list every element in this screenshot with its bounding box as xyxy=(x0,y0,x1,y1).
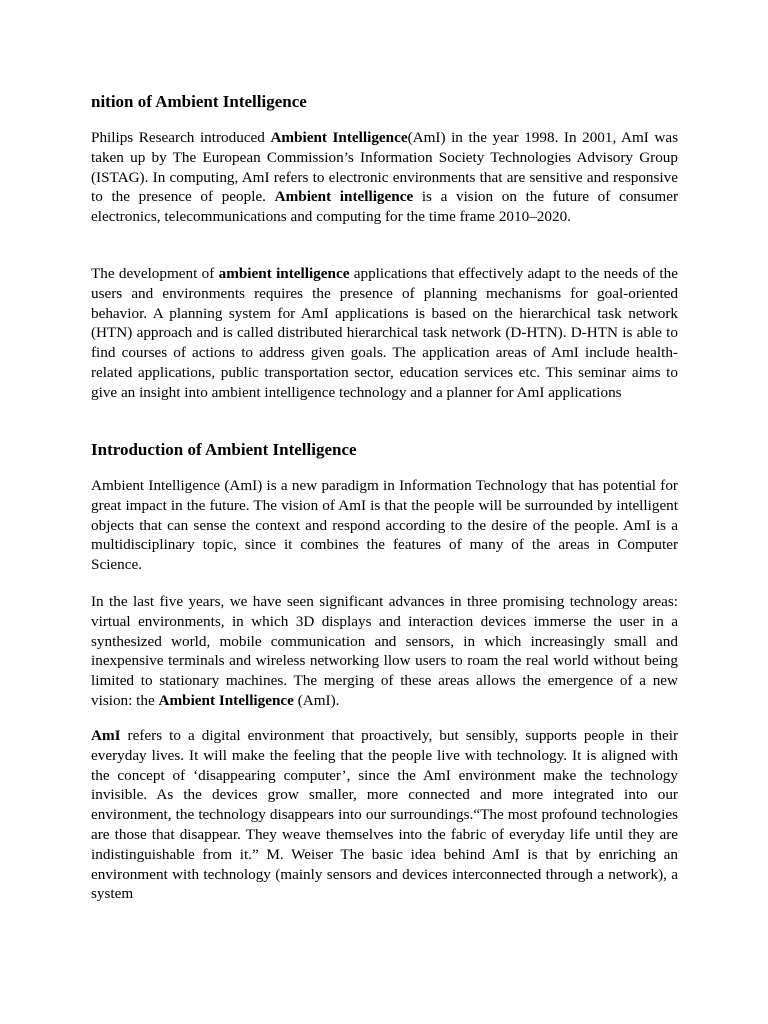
bold-term: Ambient intelligence xyxy=(274,188,414,206)
bold-term: AmI xyxy=(91,727,121,744)
text-run: The development of xyxy=(91,265,219,282)
paragraph-intro-1: Ambient Intelligence (AmI) is a new paradigm in Information Technology that has potential for great impact in the future. The vision of AmI is that the people will be surrounded by intelligent objects that can sense the context and respond according to the desire of the people. AmI is a multidisciplinary topic, since it combines the features of many of the areas in Computer Science. xyxy=(91,477,678,574)
text-run: Philips Research introduced xyxy=(91,129,271,146)
bold-term: Ambient Intelligence xyxy=(270,129,408,146)
paragraph-definition-2 xyxy=(91,264,678,403)
paragraph-intro-2 xyxy=(91,592,678,711)
text-run: is a vision on the future of consumer electronics, telecommunications and computing for the time frame 2010–2020. xyxy=(91,188,679,226)
text-run: refers to a digital environment that proactively, but sensibly, supports people in their everyday lives. It will make the feeling that the people live with technology. It is aligned with the concept of ‘disappearing computer’, since the AmI environment make the technology invisible. As the devices grow smaller, more connected and more integrated into our environment, the technology disappears into our surroundings.“The most profound technologies are those that disappear. They weave themselves into the fabric of everyday life until they are indistinguishable from it.” M. Weiser The basic idea behind AmI is that by enriching an environment with technology (mainly sensors and devices interconnected through a network), a system xyxy=(91,727,678,903)
bold-term: ambient intelligence xyxy=(218,265,350,282)
text-run: In the last five years, we have seen significant advances in three promising technology areas: virtual environments, in which 3D displays and interaction devices immerse the user in a synthesized world, mobile communication and sensors, in which increasingly small and inexpensive terminals and wireless networking llow users to roam the real world without being limited to stationary machines. The merging of these areas allows the emergence of a new vision: the xyxy=(91,593,678,709)
text-run: applications that effectively adapt to the needs of the users and environments requires the presence of planning mechanisms for goal-oriented behavior. A planning system for AmI applications is based on the hierarchical task network (HTN) approach and is called distributed hierarchical task network (D-HTN). D-HTN is able to find courses of actions to address given goals. The application areas of AmI include health-related applications, public transportation sector, education services etc. This seminar aims to give an insight into ambient intelligence technology and a planner for AmI applications xyxy=(91,265,678,401)
text-run: (AmI) in the year 1998. In 2001, AmI was taken up by The European Commission’s Information Society Technologies Advisory Group (ISTAG). In computing, AmI refers to electronic environments that are sensitive and responsive to the presence of people. xyxy=(91,129,678,206)
section-heading-definition: nition of Ambient Intelligence xyxy=(91,92,307,111)
section-heading-introduction: Introduction of Ambient Intelligence xyxy=(91,440,357,459)
paragraph-intro-3 xyxy=(91,726,678,904)
paragraph-definition-1 xyxy=(91,128,678,227)
text-run: (AmI). xyxy=(293,691,340,709)
bold-term: Ambient Intelligence xyxy=(158,691,294,709)
